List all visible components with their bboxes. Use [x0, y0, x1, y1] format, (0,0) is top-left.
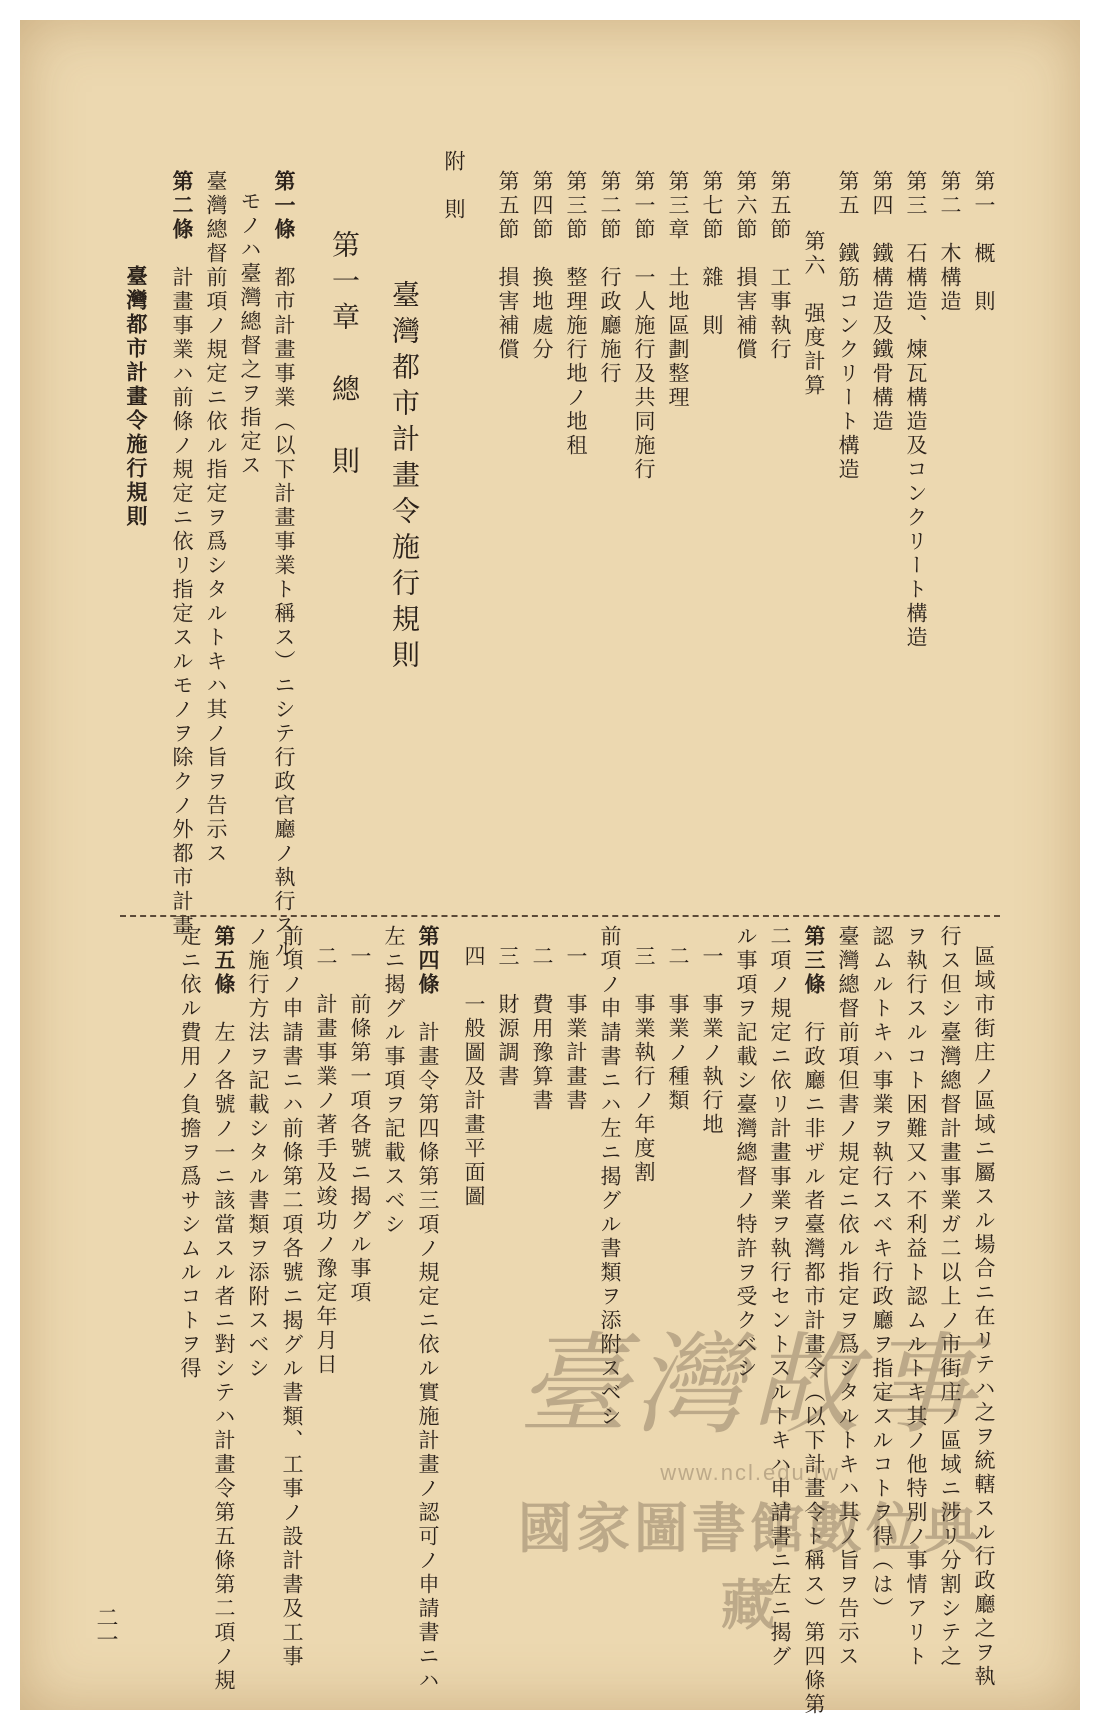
article-2-label: 第二條 [170, 170, 195, 242]
watermark-url: www.ncl.edu.tw [660, 1460, 840, 1485]
watermark-text: 國家圖書館數位典藏 [518, 1499, 982, 1636]
text-line: 前項ノ申請書ニハ前條第二項各號ニ揭グル書類、工事ノ設計書及工事 [280, 925, 304, 1669]
chapter-heading: 第一章 總 則 [328, 230, 361, 482]
document-page [20, 20, 1080, 1717]
list-item: 三 財源調書 [496, 945, 520, 1089]
toc-item: 第四 鐵構造及鐵骨構造 [870, 170, 894, 434]
text-line: 行ス但シ臺灣總督計畫事業ガ二以上ノ市街庄ノ區域ニ涉リ分割シテ之 [938, 925, 962, 1669]
article-1-line: 第一條 都市計畫事業（以下計畫事業ト稱ス）ニシテ行政官廳ノ執行スル [272, 170, 297, 962]
running-head: 臺灣都市計畫令施行規則 [124, 265, 149, 529]
list-item: 一 前條第一項各號ニ揭グル事項 [348, 945, 372, 1305]
list-item: 四 一般圖及計畫平面圖 [462, 945, 486, 1209]
text-line: 前項ノ申請書ニハ左ニ揭グル書類ヲ添附スベシ [598, 925, 622, 1429]
list-item: 三 事業執行ノ年度割 [632, 945, 656, 1185]
article-2-line: 第二條 計畫事業ハ前條ノ規定ニ依リ指定スルモノヲ除クノ外都市計畫 [170, 170, 195, 938]
toc-item: 第三 石構造、煉瓦構造及コンクリート構造 [904, 170, 928, 650]
article-3-label: 第三條 [802, 925, 827, 997]
toc-item: 第三章 土地區劃整理 [666, 170, 690, 410]
article-5-line: 第五條 左ノ各號ノ一ニ該當スル者ニ對シテハ計畫令第五條第二項ノ規 [212, 925, 237, 1693]
list-item: 二 費用豫算書 [530, 945, 554, 1113]
article-3-line: 第三條 行政廳ニ非ザル者臺灣都市計畫令（以下計畫令ト稱ス）第四條第 [802, 925, 827, 1717]
bottom-section [120, 925, 1000, 1717]
article-5-label: 第五條 [212, 925, 237, 997]
toc-item: 第四節 換地處分 [530, 170, 554, 362]
document-title: 臺灣都市計畫令施行規則 [388, 280, 421, 676]
toc-item: 第三節 整理施行地ノ地租 [564, 170, 588, 458]
text-line: 區域市街庄ノ區域ニ屬スル場合ニ在リテハ之ヲ統轄スル行政廳之ヲ執 [972, 945, 996, 1689]
toc-item: 第五節 工事執行 [768, 170, 792, 362]
watermark-script: 臺灣故事 [518, 1321, 982, 1449]
page-number: 二一 [93, 1606, 118, 1650]
section-divider [120, 915, 1000, 917]
text-line: ノ施行方法ヲ記載シタル書類ヲ添附スベシ [246, 925, 270, 1381]
article-4-line: 第四條 計畫令第四條第三項ノ規定ニ依ル實施計畫ノ認可ノ申請書ニハ [416, 925, 441, 1693]
toc-item: 第五節 損害補償 [496, 170, 520, 362]
list-item: 一 事業ノ執行地 [700, 945, 724, 1137]
text-line: ヲ執行スルコト困難又ハ不利益ト認ムルトキ其ノ他特別ノ事情アリト [904, 925, 928, 1669]
toc-item: 第七節 雜 則 [700, 170, 724, 338]
toc-item: 第二節 行政廳施行 [598, 170, 622, 386]
toc-item: 第六 强度計算 [802, 230, 826, 398]
article-1-label: 第一條 [272, 170, 297, 242]
article-4-line: 左ニ揭グル事項ヲ記載スベシ [382, 925, 406, 1237]
list-item: 二 事業ノ種類 [666, 945, 690, 1113]
article-3-line: ル事項ヲ記載シ臺灣總督ノ特許ヲ受クベシ [734, 925, 758, 1381]
article-5-line: 定ニ依ル費用ノ負擔ヲ爲サシムルコトヲ得 [178, 925, 202, 1381]
list-item: 一 事業計畫書 [564, 945, 588, 1113]
text-line: 臺灣總督前項但書ノ規定ニ依ル指定ヲ爲シタルトキハ其ノ旨ヲ告示ス [836, 925, 860, 1669]
toc-item: 附 則 [442, 150, 466, 222]
article-4-label: 第四條 [416, 925, 441, 997]
toc-item: 第一節 一人施行及共同施行 [632, 170, 656, 482]
list-item: 二 計畫事業ノ著手及竣功ノ豫定年月日 [314, 945, 338, 1377]
toc-item: 第五 鐵筋コンクリート構造 [836, 170, 860, 482]
text-line: 認ムルトキハ事業ヲ執行スベキ行政廳ヲ指定スルコトヲ得（は） [870, 925, 894, 1621]
toc-item: 第二 木構造 [938, 170, 962, 314]
toc-item: 第六節 損害補償 [734, 170, 758, 362]
article-3-line: 二項ノ規定ニ依リ計畫事業ヲ執行セントスルトキハ申請書ニ左ニ揭グ [768, 925, 792, 1669]
toc-item: 第一 概 則 [972, 170, 996, 314]
article-1-line: 臺灣總督前項ノ規定ニ依ル指定ヲ爲シタルトキハ其ノ旨ヲ告示ス [204, 170, 228, 866]
article-1-line: モノハ臺灣總督之ヲ指定ス [238, 190, 262, 478]
